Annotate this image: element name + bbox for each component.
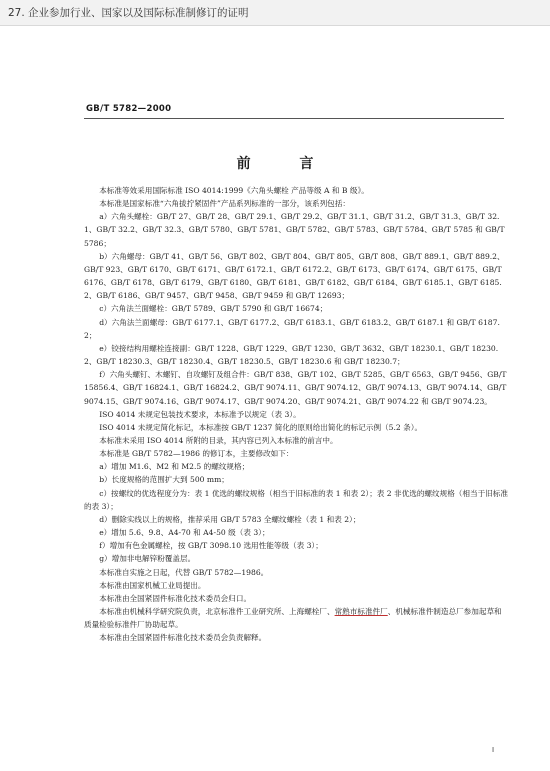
foreword-paragraph xyxy=(84,421,508,434)
foreword-paragraph xyxy=(84,631,508,644)
foreword-paragraph xyxy=(84,539,508,552)
paragraph-text: ISO 4014 未规定简化标记，本标准按 GB/T 1237 简化的原则给出简化的标记示例（5.2 条）。 xyxy=(99,422,423,432)
paragraph-text: 本标准等效采用国际标准 ISO 4014:1999《六角头螺栓 产品等级 A 和 B 级》。 xyxy=(99,186,369,195)
foreword-paragraph xyxy=(84,197,508,210)
foreword-paragraph xyxy=(84,579,508,592)
foreword-paragraph xyxy=(84,210,508,249)
paragraph-text: 本标准是 GB/T 5782—1986 的修订本，主要修改如下： xyxy=(99,449,294,459)
foreword-paragraph xyxy=(84,434,508,447)
paragraph-text: e）增加 5.6、9.8、A4-70 和 A4-50 级（表 3）； xyxy=(99,528,270,538)
foreword-paragraph xyxy=(84,552,508,565)
paragraph-text-tail: 、机械标准件制造总厂参加起草和质量检验标准件厂协助起草。 xyxy=(84,607,502,630)
foreword-paragraph xyxy=(84,460,508,473)
page-number: I xyxy=(492,746,495,754)
foreword-paragraph xyxy=(84,473,508,486)
paragraph-text: ISO 4014 未规定包装技术要求，本标准予以规定（表 3）。 xyxy=(99,409,301,419)
paragraph-text: c）六角法兰面螺栓：GB/T 5789、GB/T 5790 和 GB/T 16674； xyxy=(99,304,328,314)
paragraph-text: 本标准由全国紧固件标准化技术委员会归口。 xyxy=(99,593,252,603)
standard-code: GB/T 5782—2000 xyxy=(86,104,172,114)
foreword-paragraph xyxy=(84,184,508,197)
header-divider xyxy=(84,118,504,119)
paragraph-text: e）铰接结构用螺栓连接副：GB/T 1228、GB/T 1229、GB/T 1230、GB/T 3632、GB/T 18230.1、GB/T 18230.2、GB/T 18230.3、GB/T 18230.4、GB/T 18230.5、GB/T 18230.6 和 GB/T 18230.7； xyxy=(84,343,499,367)
paragraph-text: b）长度规格的范围扩大到 500 mm； xyxy=(99,475,229,485)
foreword-paragraph xyxy=(84,250,508,303)
foreword-paragraph xyxy=(84,526,508,539)
paragraph-text: c）按螺纹的优选程度分为：表 1 优选的螺纹规格（相当于旧标准的表 1 和表 2）；表 2 非优选的螺纹规格（相当于旧标准的表 3）； xyxy=(84,488,508,511)
paragraph-text: a）六角头螺栓：GB/T 27、GB/T 28、GB/T 29.1、GB/T 29.2、GB/T 31.1、GB/T 31.2、GB/T 31.3、GB/T 32.1、GB/T 32.2、GB/T 32.3、GB/T 5780、GB/T 5781、GB/T 5782、GB/T 5783、GB/T 5784、GB/T 5785 和 GB/T 5786； xyxy=(84,212,505,248)
paragraph-text: b）六角螺母：GB/T 41、GB/T 56、GB/T 802、GB/T 804、GB/T 805、GB/T 808、GB/T 889.1、GB/T 889.2、GB/T 923、GB/T 6170、GB/T 6171、GB/T 6172.1、GB/T 6172.2、GB/T 6173、GB/T 6174、GB/T 6175、GB/T 6176、GB/T 6178、GB/T 6179、GB/T 6180、GB/T 6181、GB/T 6182、GB/T 6184、GB/T 6185.1、GB/T 6185.2、GB/T 6186、GB/T 9457、GB/T 9458、GB/T 9459 和 GB/T 12693； xyxy=(84,251,505,301)
foreword-paragraph xyxy=(84,368,508,407)
paragraph-text: g）增加非电解锌粉覆盖层。 xyxy=(99,554,196,564)
foreword-paragraph xyxy=(84,342,508,368)
foreword-paragraph xyxy=(84,487,508,513)
paragraph-text: 本标准自实施之日起，代替 GB/T 5782—1986。 xyxy=(99,567,269,577)
foreword-body xyxy=(84,184,508,644)
foreword-paragraph xyxy=(84,302,508,315)
paragraph-text: 本标准由全国紧固件标准化技术委员会负责解释。 xyxy=(99,633,267,643)
highlighted-company-name: 常熟市标准件厂 xyxy=(334,607,388,616)
foreword-paragraph xyxy=(84,592,508,605)
paragraph-text: f）六角头螺钉、木螺钉、自攻螺钉及组合件：GB/T 838、GB/T 102、GB/T 5285、GB/T 6563、GB/T 9456、GB/T 15856.4、GB/T 16824.1、GB/T 16824.2、GB/T 9074.11、GB/T 9074.12、GB/T 9074.13、GB/T 9074.14、GB/T 9074.15、GB/T 9074.16、GB/T 9074.17、GB/T 9074.20、GB/T 9074.21、GB/T 9074.22 和 GB/T 9074.23。 xyxy=(84,370,507,406)
paragraph-text: 本标准未采用 ISO 4014 所附的目录，其内容已列入本标准的前言中。 xyxy=(99,435,338,445)
paragraph-text: f）增加有色金属螺栓，按 GB/T 3098.10 选用性能等级（表 3）； xyxy=(99,541,323,551)
foreword-paragraph xyxy=(84,513,508,526)
foreword-paragraph xyxy=(84,408,508,421)
paragraph-text: 本标准由机械科学研究院负责，北京标准件工业研究所、上海螺栓厂、 xyxy=(99,607,335,616)
foreword-paragraph xyxy=(84,316,508,342)
foreword-paragraph xyxy=(84,566,508,579)
foreword-paragraph xyxy=(84,447,508,460)
paragraph-text: d）六角法兰面螺母：GB/T 6177.1、GB/T 6177.2、GB/T 6183.1、GB/T 6183.2、GB/T 6187.1 和 GB/T 6187.2； xyxy=(84,317,500,340)
paragraph-text: 本标准由国家机械工业局提出。 xyxy=(99,580,206,590)
paragraph-text: a）增加 M1.6、M2 和 M2.5 的螺纹规格； xyxy=(99,462,250,472)
paragraph-text: 本标准是国家标准“六角拔拧紧固件”产品系列标准的一部分，该系列包括： xyxy=(99,199,350,209)
foreword-paragraph xyxy=(84,605,508,631)
document-title: 前 言 xyxy=(236,156,336,172)
page-caption: 27. 企业参加行业、国家以及国际标准制修订的证明 xyxy=(0,0,550,26)
paragraph-text: d）删除实线以上的规格，推荐采用 GB/T 5783 全螺纹螺栓（表 1 和表 2）； xyxy=(99,514,361,524)
